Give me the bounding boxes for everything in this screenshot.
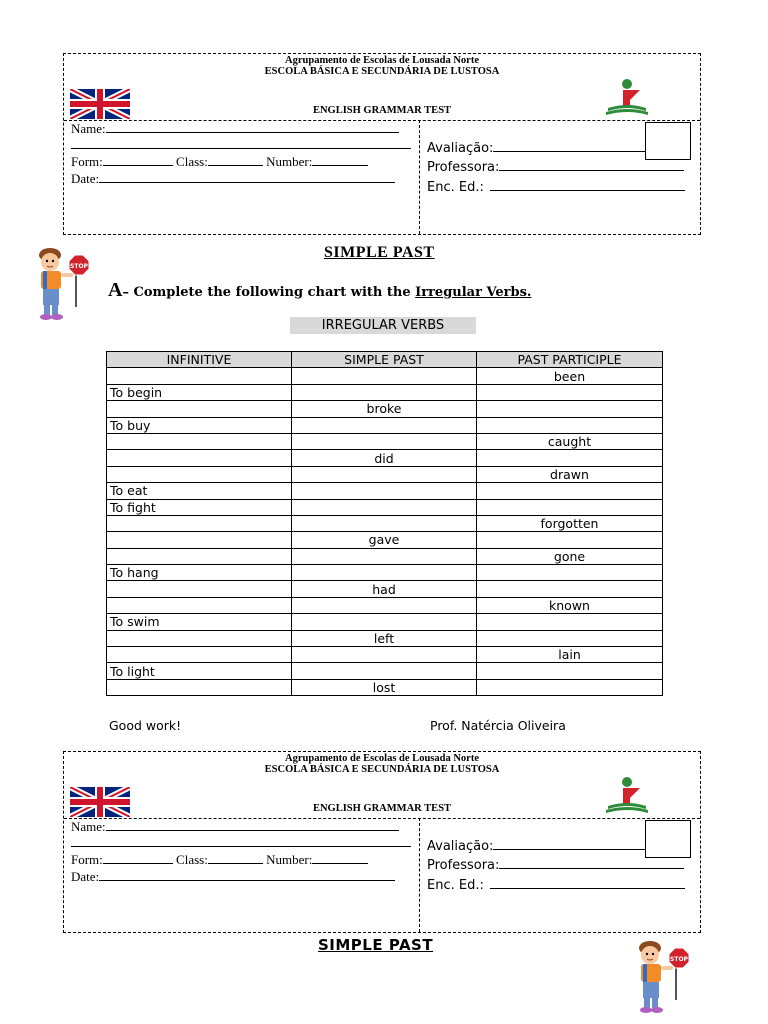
cell-past-participle: been bbox=[477, 368, 663, 384]
cell-simple-past[interactable] bbox=[292, 483, 477, 499]
table-row bbox=[107, 597, 663, 613]
instruction-underlined: Irregular Verbs. bbox=[415, 285, 532, 300]
header-past-participle: PAST PARTICIPLE bbox=[477, 352, 663, 368]
cell-simple-past[interactable] bbox=[292, 597, 477, 613]
evaluation-field[interactable] bbox=[493, 140, 645, 152]
table-row bbox=[107, 614, 663, 630]
table-row bbox=[107, 630, 663, 646]
test-title: ENGLISH GRAMMAR TEST bbox=[312, 105, 452, 116]
table-row bbox=[107, 532, 663, 548]
table-row bbox=[107, 548, 663, 564]
name-field-continued[interactable] bbox=[71, 835, 411, 847]
evaluation-field[interactable] bbox=[493, 838, 645, 850]
date-row bbox=[71, 171, 395, 187]
cell-past-participle[interactable] bbox=[477, 450, 663, 466]
header-simple-past: SIMPLE PAST bbox=[292, 352, 477, 368]
name-field[interactable] bbox=[106, 121, 399, 133]
cell-infinitive: To buy bbox=[107, 417, 292, 433]
cell-simple-past[interactable] bbox=[292, 515, 477, 531]
form-label: Form: bbox=[71, 154, 103, 169]
cell-past-participle[interactable] bbox=[477, 630, 663, 646]
name-label: Name: bbox=[71, 121, 106, 136]
evaluation-label: Avaliação: bbox=[427, 141, 494, 156]
number-label: Number: bbox=[266, 852, 313, 867]
guardian-row bbox=[427, 179, 685, 195]
table-row bbox=[107, 663, 663, 679]
school-group: Agrupamento de Escolas de Lousada Norte bbox=[285, 753, 479, 764]
verbs-table bbox=[106, 351, 663, 696]
teacher-label: Professora: bbox=[427, 858, 500, 873]
header-column-divider bbox=[419, 120, 420, 234]
header-box-top bbox=[63, 53, 701, 235]
good-work-text: Good work! bbox=[109, 718, 182, 733]
teacher-row bbox=[427, 857, 684, 873]
guardian-field[interactable] bbox=[490, 179, 685, 191]
table-row bbox=[107, 515, 663, 531]
section-title-bottom: SIMPLE PAST bbox=[318, 936, 434, 954]
school-name: ESCOLA BÁSICA E SECUNDÁRIA DE LUSTOSA bbox=[264, 66, 500, 77]
cell-past-participle: forgotten bbox=[477, 515, 663, 531]
cell-simple-past[interactable] bbox=[292, 417, 477, 433]
cell-infinitive[interactable] bbox=[107, 679, 292, 695]
date-field[interactable] bbox=[99, 171, 395, 183]
date-label: Date: bbox=[71, 171, 100, 186]
form-row bbox=[71, 154, 368, 170]
table-row bbox=[107, 565, 663, 581]
grade-box[interactable] bbox=[645, 820, 691, 858]
table-row bbox=[107, 450, 663, 466]
instruction-text: – Complete the following chart with the bbox=[122, 285, 416, 300]
number-field[interactable] bbox=[312, 154, 368, 166]
number-field[interactable] bbox=[312, 852, 368, 864]
school-group: Agrupamento de Escolas de Lousada Norte bbox=[285, 55, 479, 66]
cell-past-participle: known bbox=[477, 597, 663, 613]
name-line-2 bbox=[71, 137, 411, 153]
kid-with-stop-sign-icon bbox=[632, 940, 692, 1016]
section-title: SIMPLE PAST bbox=[324, 244, 435, 261]
table-body bbox=[107, 368, 663, 696]
cell-simple-past[interactable] bbox=[292, 466, 477, 482]
cell-infinitive: To begin bbox=[107, 384, 292, 400]
cell-infinitive[interactable] bbox=[107, 433, 292, 449]
cell-infinitive[interactable] bbox=[107, 450, 292, 466]
cell-simple-past[interactable] bbox=[292, 433, 477, 449]
cell-infinitive: To eat bbox=[107, 483, 292, 499]
cell-simple-past: broke bbox=[292, 401, 477, 417]
teacher-signature: Prof. Natércia Oliveira bbox=[430, 718, 566, 733]
table-row bbox=[107, 466, 663, 482]
cell-infinitive: To light bbox=[107, 663, 292, 679]
cell-past-participle: lain bbox=[477, 647, 663, 663]
cell-infinitive[interactable] bbox=[107, 532, 292, 548]
cell-simple-past[interactable] bbox=[292, 548, 477, 564]
teacher-label: Professora: bbox=[427, 160, 500, 175]
kid-with-stop-sign-icon bbox=[32, 247, 92, 323]
teacher-field[interactable] bbox=[499, 857, 684, 869]
cell-past-participle[interactable] bbox=[477, 483, 663, 499]
cell-simple-past: left bbox=[292, 630, 477, 646]
cell-past-participle[interactable] bbox=[477, 401, 663, 417]
number-label: Number: bbox=[266, 154, 313, 169]
table-row bbox=[107, 417, 663, 433]
table-row bbox=[107, 401, 663, 417]
table-row bbox=[107, 483, 663, 499]
cell-infinitive[interactable] bbox=[107, 630, 292, 646]
header-infinitive: INFINITIVE bbox=[107, 352, 292, 368]
school-name: ESCOLA BÁSICA E SECUNDÁRIA DE LUSTOSA bbox=[264, 764, 500, 775]
name-label: Name: bbox=[71, 819, 106, 834]
name-row bbox=[71, 121, 399, 137]
cell-infinitive[interactable] bbox=[107, 515, 292, 531]
teacher-row bbox=[427, 159, 684, 175]
cell-past-participle: drawn bbox=[477, 466, 663, 482]
class-label: Class: bbox=[176, 852, 208, 867]
evaluation-label: Avaliação: bbox=[427, 839, 494, 854]
name-field-continued[interactable] bbox=[71, 137, 411, 149]
form-row bbox=[71, 852, 368, 868]
cell-past-participle[interactable] bbox=[477, 532, 663, 548]
cell-infinitive[interactable] bbox=[107, 401, 292, 417]
evaluation-row bbox=[427, 838, 645, 854]
grade-box[interactable] bbox=[645, 122, 691, 160]
table-row bbox=[107, 368, 663, 384]
cell-past-participle[interactable] bbox=[477, 565, 663, 581]
table-row bbox=[107, 433, 663, 449]
cell-infinitive[interactable] bbox=[107, 368, 292, 384]
cell-simple-past: had bbox=[292, 581, 477, 597]
cell-infinitive[interactable] bbox=[107, 581, 292, 597]
cell-simple-past[interactable] bbox=[292, 614, 477, 630]
date-field[interactable] bbox=[99, 869, 395, 881]
cell-infinitive[interactable] bbox=[107, 647, 292, 663]
cell-simple-past[interactable] bbox=[292, 663, 477, 679]
test-title: ENGLISH GRAMMAR TEST bbox=[312, 803, 452, 814]
table-row bbox=[107, 384, 663, 400]
table-row bbox=[107, 679, 663, 695]
evaluation-row bbox=[427, 140, 645, 156]
instruction bbox=[108, 279, 531, 302]
cell-simple-past: gave bbox=[292, 532, 477, 548]
cell-past-participle[interactable] bbox=[477, 384, 663, 400]
cell-simple-past: lost bbox=[292, 679, 477, 695]
table-header-row bbox=[107, 352, 663, 368]
cell-past-participle[interactable] bbox=[477, 581, 663, 597]
class-field[interactable] bbox=[208, 852, 263, 864]
svg-text:STOP: STOP bbox=[670, 956, 688, 963]
cell-past-participle: caught bbox=[477, 433, 663, 449]
cell-simple-past[interactable] bbox=[292, 384, 477, 400]
svg-text:STOP: STOP bbox=[70, 263, 88, 270]
name-field[interactable] bbox=[106, 819, 399, 831]
name-line-2 bbox=[71, 835, 411, 851]
cell-past-participle[interactable] bbox=[477, 499, 663, 515]
teacher-field[interactable] bbox=[499, 159, 684, 171]
table-row bbox=[107, 647, 663, 663]
cell-infinitive[interactable] bbox=[107, 466, 292, 482]
instruction-letter: A bbox=[108, 279, 123, 301]
header-column-divider bbox=[419, 818, 420, 932]
date-row bbox=[71, 869, 395, 885]
form-field[interactable] bbox=[103, 154, 173, 166]
guardian-row bbox=[427, 877, 685, 893]
cell-past-participle: gone bbox=[477, 548, 663, 564]
cell-past-participle[interactable] bbox=[477, 614, 663, 630]
guardian-label: Enc. Ed.: bbox=[427, 878, 484, 893]
irregular-verbs-label: IRREGULAR VERBS bbox=[290, 317, 476, 334]
guardian-field[interactable] bbox=[490, 877, 685, 889]
cell-infinitive: To fight bbox=[107, 499, 292, 515]
table-row bbox=[107, 499, 663, 515]
cell-past-participle[interactable] bbox=[477, 417, 663, 433]
table-row bbox=[107, 581, 663, 597]
cell-infinitive: To hang bbox=[107, 565, 292, 581]
form-label: Form: bbox=[71, 852, 103, 867]
class-field[interactable] bbox=[208, 154, 263, 166]
cell-infinitive[interactable] bbox=[107, 548, 292, 564]
cell-simple-past: did bbox=[292, 450, 477, 466]
header-box-bottom bbox=[63, 751, 701, 933]
cell-past-participle[interactable] bbox=[477, 679, 663, 695]
cell-infinitive[interactable] bbox=[107, 597, 292, 613]
guardian-label: Enc. Ed.: bbox=[427, 180, 484, 195]
cell-simple-past[interactable] bbox=[292, 647, 477, 663]
form-field[interactable] bbox=[103, 852, 173, 864]
cell-simple-past[interactable] bbox=[292, 565, 477, 581]
cell-infinitive: To swim bbox=[107, 614, 292, 630]
date-label: Date: bbox=[71, 869, 100, 884]
class-label: Class: bbox=[176, 154, 208, 169]
cell-simple-past[interactable] bbox=[292, 368, 477, 384]
name-row bbox=[71, 819, 399, 835]
cell-past-participle[interactable] bbox=[477, 663, 663, 679]
cell-simple-past[interactable] bbox=[292, 499, 477, 515]
